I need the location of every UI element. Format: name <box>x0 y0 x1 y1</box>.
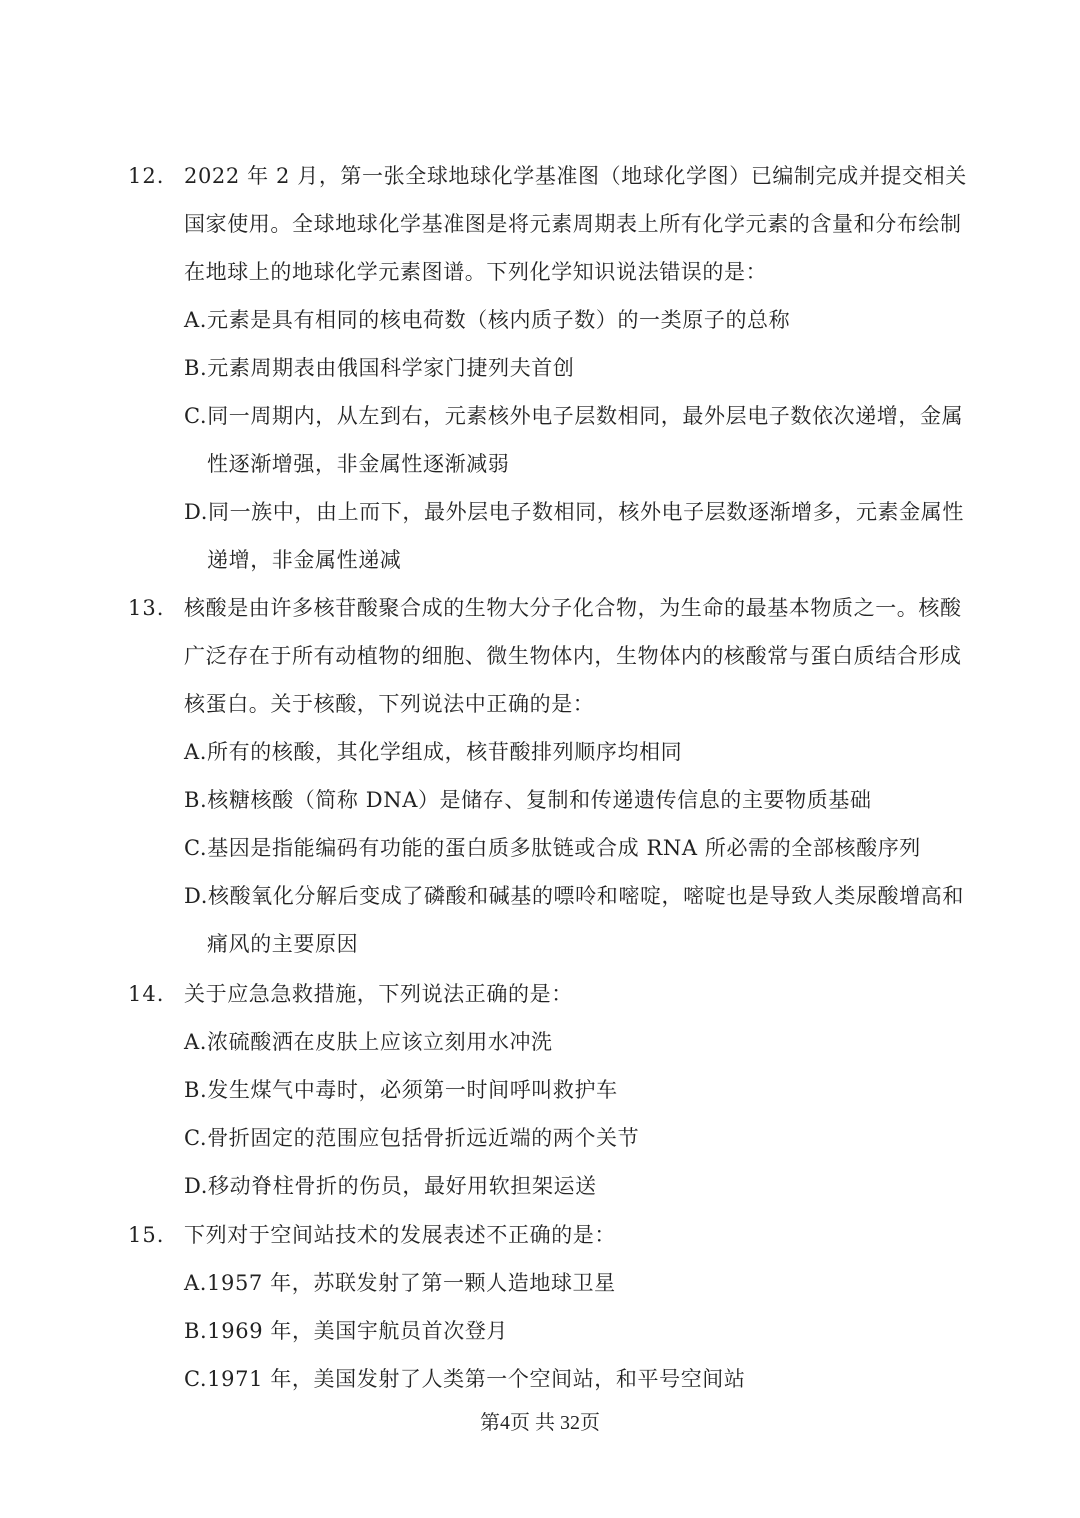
option-a: A.所有的核酸，其化学组成，核苷酸排列顺序均相同 <box>184 740 683 764</box>
option-a: A.1957 年，苏联发射了第一颗人造地球卫星 <box>184 1271 616 1295</box>
question-stem-line: 国家使用。全球地球化学基准图是将元素周期表上所有化学元素的含量和分布绘制 <box>184 212 962 236</box>
option-c: C.同一周期内，从左到右，元素核外电子层数相同，最外层电子数依次递增，金属 <box>184 404 964 428</box>
option-a: A.浓硫酸洒在皮肤上应该立刻用水冲洗 <box>184 1030 553 1054</box>
question-stem-line: 核酸是由许多核苷酸聚合成的生物大分子化合物，为生命的最基本物质之一。核酸 <box>184 596 962 620</box>
question-number: 14. <box>128 982 165 1006</box>
option-d-continued: 痛风的主要原因 <box>207 932 359 956</box>
question-stem-line: 核蛋白。关于核酸，下列说法中正确的是： <box>184 692 595 716</box>
question-number: 12. <box>128 164 165 188</box>
option-a: A.元素是具有相同的核电荷数（核内质子数）的一类原子的总称 <box>184 308 791 332</box>
option-b: B.核糖核酸（简称 DNA）是储存、复制和传递遗传信息的主要物质基础 <box>184 788 872 812</box>
option-c-continued: 性逐渐增强，非金属性逐渐减弱 <box>207 452 510 476</box>
option-c: C.基因是指能编码有功能的蛋白质多肽链或合成 RNA 所必需的全部核酸序列 <box>184 836 921 860</box>
option-d: D.移动脊柱骨折的伤员，最好用软担架运送 <box>184 1174 597 1198</box>
option-b: B.1969 年，美国宇航员首次登月 <box>184 1319 509 1343</box>
option-c: C.1971 年，美国发射了人类第一个空间站，和平号空间站 <box>184 1367 746 1391</box>
question-stem-line: 在地球上的地球化学元素图谱。下列化学知识说法错误的是： <box>184 260 768 284</box>
question-number: 15. <box>128 1223 165 1247</box>
page-number-footer: 第4页 共 32页 <box>480 1412 600 1434</box>
question-stem-line: 2022 年 2 月，第一张全球地球化学基准图（地球化学图）已编制完成并提交相关 <box>184 164 967 188</box>
option-c: C.骨折固定的范围应包括骨折远近端的两个关节 <box>184 1126 640 1150</box>
question-stem-line: 下列对于空间站技术的发展表述不正确的是： <box>184 1223 616 1247</box>
question-number: 13. <box>128 596 165 620</box>
option-b: B.发生煤气中毒时，必须第一时间呼叫救护车 <box>184 1078 618 1102</box>
question-stem-line: 广泛存在于所有动植物的细胞、微生物体内，生物体内的核酸常与蛋白质结合形成 <box>184 644 962 668</box>
question-stem-line: 关于应急急救措施，下列说法正确的是： <box>184 982 573 1006</box>
option-b: B.元素周期表由俄国科学家门捷列夫首创 <box>184 356 575 380</box>
option-d: D.核酸氧化分解后变成了磷酸和碱基的嘌呤和嘧啶，嘧啶也是导致人类尿酸增高和 <box>184 884 964 908</box>
option-d-continued: 递增，非金属性递减 <box>207 548 402 572</box>
option-d: D.同一族中，由上而下，最外层电子数相同，核外电子层数逐渐增多，元素金属性 <box>184 500 964 524</box>
